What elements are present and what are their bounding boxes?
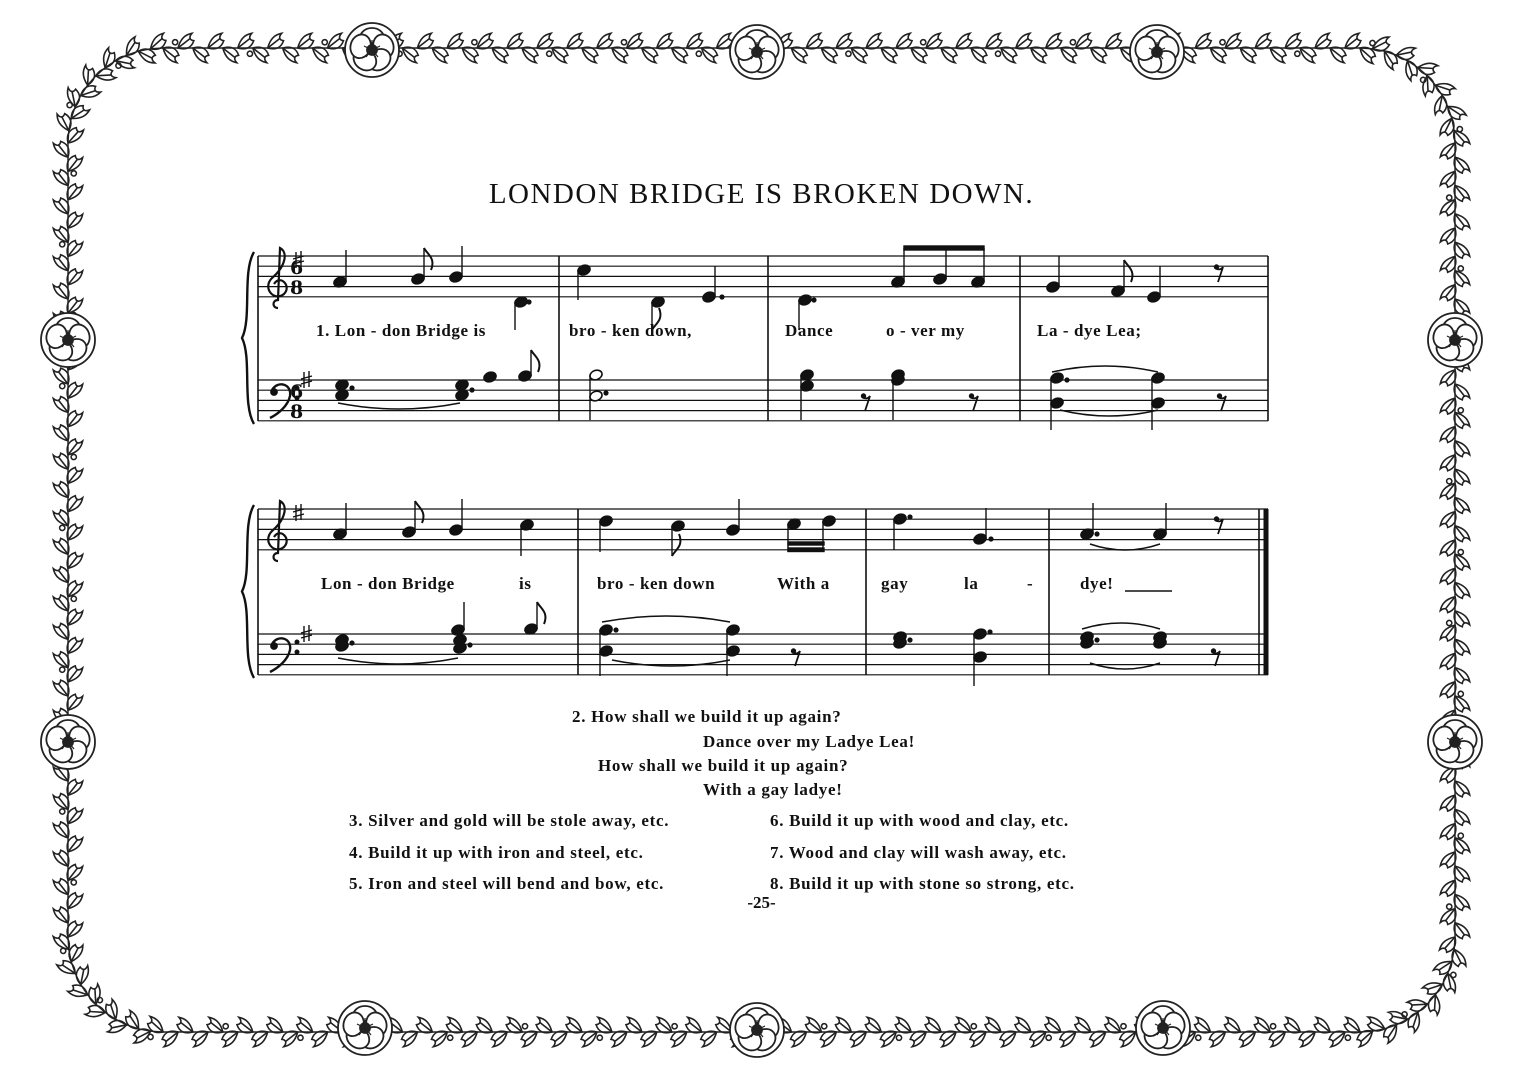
slur xyxy=(1090,544,1160,550)
note-head xyxy=(577,264,592,277)
lyric-s1-m3a: Dance xyxy=(785,321,834,340)
lyric-s2-m4: dye! xyxy=(1080,574,1114,593)
lyric-s2-m3b: la xyxy=(964,574,979,593)
treble-clef-icon xyxy=(268,501,286,561)
slur xyxy=(1090,663,1160,669)
note-head xyxy=(1050,397,1065,410)
verse-3: 3. Silver and gold will be stole away, etc. xyxy=(349,811,670,830)
dot xyxy=(614,628,618,632)
note-head xyxy=(973,533,988,546)
dot xyxy=(1095,532,1099,536)
note-head xyxy=(973,651,988,664)
verse-5: 5. Iron and steel will bend and bow, etc. xyxy=(349,874,665,893)
time-signature-bottom: 8 xyxy=(290,401,304,423)
lyric-s1-m4: La - dye Lea; xyxy=(1037,321,1142,340)
dot xyxy=(908,515,912,519)
dot xyxy=(989,537,993,541)
note-flag xyxy=(531,350,539,372)
lyric-s2-m1a: Lon - don Bridge xyxy=(321,574,455,593)
dot xyxy=(604,391,608,395)
note-head xyxy=(651,296,666,309)
note-head xyxy=(933,273,948,286)
note-head xyxy=(599,515,614,528)
verse-4: 4. Build it up with iron and steel, etc. xyxy=(349,843,644,862)
slur xyxy=(602,616,730,622)
slur xyxy=(1082,623,1160,629)
note-head xyxy=(402,526,417,539)
note-flag xyxy=(672,534,680,556)
note-head xyxy=(1050,372,1065,385)
dot xyxy=(470,388,474,392)
lyric-s1-m3b: o - ver my xyxy=(886,321,965,340)
treble-clef-icon xyxy=(268,248,286,308)
note-head xyxy=(449,524,464,537)
verse-6: 6. Build it up with wood and clay, etc. xyxy=(770,811,1069,830)
note-head xyxy=(702,291,717,304)
note-head xyxy=(973,628,988,641)
brace xyxy=(242,252,254,424)
note-flag xyxy=(1124,260,1132,282)
dot xyxy=(1095,638,1099,642)
slur xyxy=(338,658,458,664)
lyric-s1-m1: 1. Lon - don Bridge is xyxy=(316,321,487,340)
verse-2-line-4: With a gay ladye! xyxy=(703,780,843,799)
note-head xyxy=(1151,397,1166,410)
dot xyxy=(468,643,472,647)
dot xyxy=(720,295,724,299)
note-head xyxy=(1046,281,1061,294)
beam xyxy=(904,246,984,250)
note-head xyxy=(411,273,426,286)
dot xyxy=(812,298,816,302)
dot xyxy=(988,630,992,634)
note-head xyxy=(798,294,813,307)
sharp-icon xyxy=(293,504,304,521)
note-head xyxy=(671,520,686,533)
dot xyxy=(1065,378,1069,382)
dot xyxy=(527,300,531,304)
note-head xyxy=(514,296,529,309)
verse-8: 8. Build it up with stone so strong, etc. xyxy=(770,874,1075,893)
lyric-s2-m3c: - xyxy=(1027,574,1034,593)
note-head xyxy=(726,645,741,658)
note-head xyxy=(822,515,837,528)
verse-2-line-2: Dance over my Ladye Lea! xyxy=(703,732,915,751)
lyric-s2-m3a: gay xyxy=(881,574,909,593)
verse-7: 7. Wood and clay will wash away, etc. xyxy=(770,843,1067,862)
note-flag xyxy=(537,602,545,624)
lyric-s2-m2b: With a xyxy=(777,574,830,593)
note-head xyxy=(1151,372,1166,385)
note-head xyxy=(599,645,614,658)
verse-2-line-1: 2. How shall we build it up again? xyxy=(572,707,842,726)
time-signature-top: 6 xyxy=(290,257,304,279)
dot xyxy=(350,386,354,390)
note-head xyxy=(483,371,498,384)
slur xyxy=(338,403,460,409)
time-signature-bottom: 8 xyxy=(290,277,304,299)
verse-2-line-3: How shall we build it up again? xyxy=(598,756,849,775)
lyric-s2-m1b: is xyxy=(519,574,532,593)
lyric-s2-m2a: bro - ken down xyxy=(597,574,716,593)
page-title: LONDON BRIDGE IS BROKEN DOWN. xyxy=(488,178,1035,210)
note-head xyxy=(726,524,741,537)
note-head xyxy=(1147,291,1162,304)
note-head xyxy=(893,513,908,526)
brace xyxy=(242,505,254,678)
time-signature-top: 6 xyxy=(290,381,304,403)
note-head xyxy=(449,271,464,284)
beam xyxy=(788,548,824,552)
dot xyxy=(350,641,354,645)
page-number: -25- xyxy=(747,893,776,912)
lyric-s1-m2: bro - ken down, xyxy=(569,321,692,340)
dot xyxy=(908,638,912,642)
beam xyxy=(788,542,824,545)
slur xyxy=(1052,366,1158,372)
